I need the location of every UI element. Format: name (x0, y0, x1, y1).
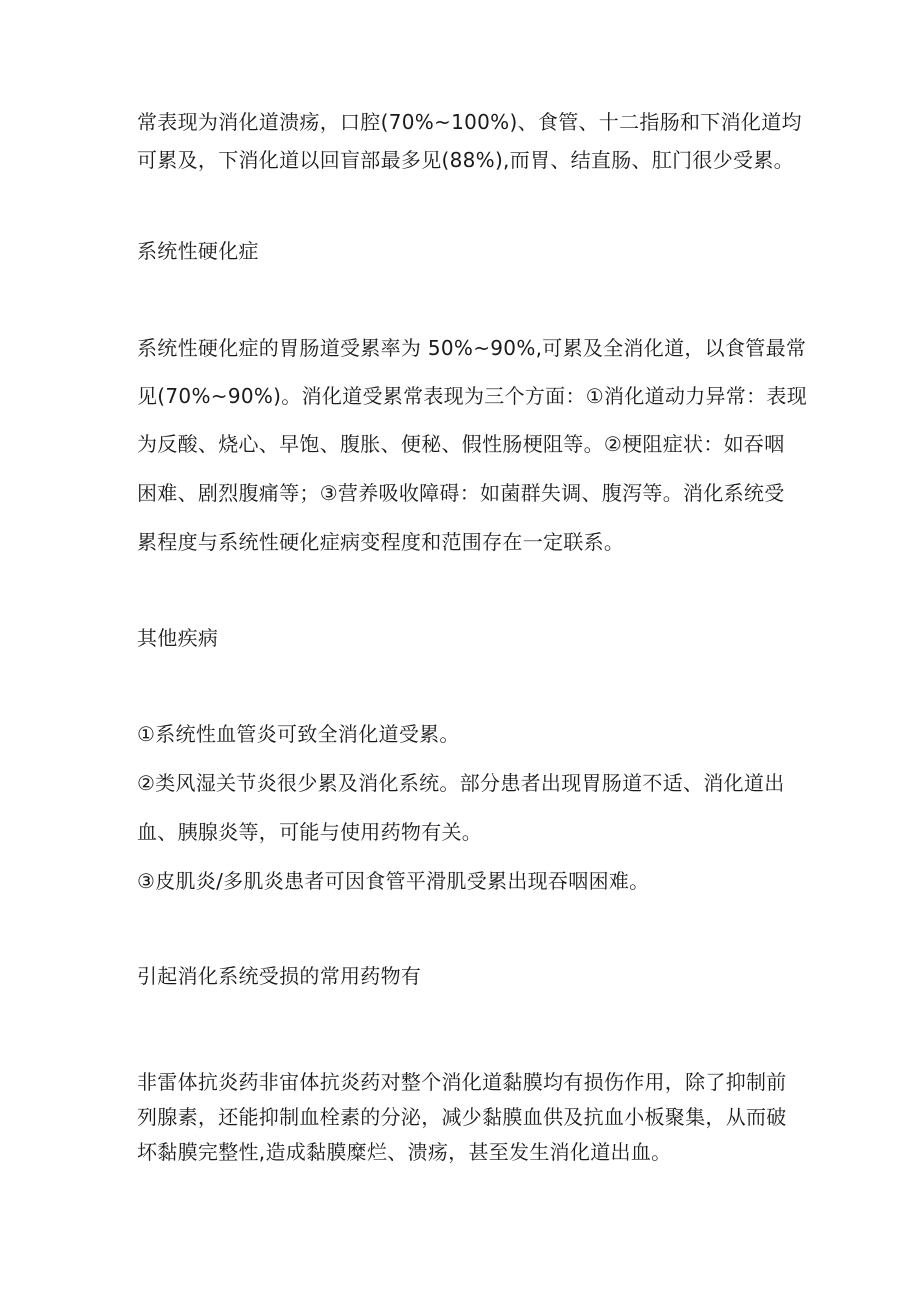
section-heading-drugs: 引起消化系统受损的常用药物有 (137, 964, 422, 988)
text-line: 坏黏膜完整性,造成黏膜糜烂、溃疡，甚至发生消化道出血。 (137, 1140, 672, 1164)
list-item: 血、胰腺炎等，可能与使用药物有关。 (137, 820, 483, 844)
text-line: 常表现为消化道溃疡，口腔(70%~100%)、食管、十二指肠和下消化道均 (137, 110, 802, 134)
list-item: ①系统性血管炎可致全消化道受累。 (137, 722, 460, 746)
text-line: 可累及，下消化道以回盲部最多见(88%),而胃、结直肠、肛门很少受累。 (137, 148, 794, 172)
text-line: 非雷体抗炎药非宙体抗炎药对整个消化道黏膜均有损伤作用，除了抑制前 (137, 1070, 787, 1094)
list-item: ②类风湿关节炎很少累及消化系统。部分患者出现胃肠道不适、消化道出 (137, 771, 785, 795)
section-heading-other-diseases: 其他疾病 (137, 626, 219, 650)
text-line: 困难、剧烈腹痛等；③营养吸收障碍：如菌群失调、腹泻等。消化系统受 (137, 481, 785, 505)
text-line: 见(70%~90%)。消化道受累常表现为三个方面：①消化道动力异常：表现 (137, 384, 807, 408)
list-item: ③皮肌炎/多肌炎患者可因食管平滑肌受累出现吞咽困难。 (137, 869, 650, 893)
text-line: 累程度与系统性硬化症病变程度和范围存在一定联系。 (137, 530, 625, 554)
text-line: 系统性硬化症的胃肠道受累率为 50%~90%,可累及全消化道，以食管最常 (137, 336, 807, 360)
text-line: 列腺素，还能抑制血栓素的分泌，减少黏膜血供及抗血小板聚集，从而破 (137, 1105, 787, 1129)
text-line: 为反酸、烧心、早饱、腹胀、便秘、假性肠梗阻等。②梗阻症状：如吞咽 (137, 432, 785, 456)
section-heading-systemic-sclerosis: 系统性硬化症 (137, 239, 259, 263)
